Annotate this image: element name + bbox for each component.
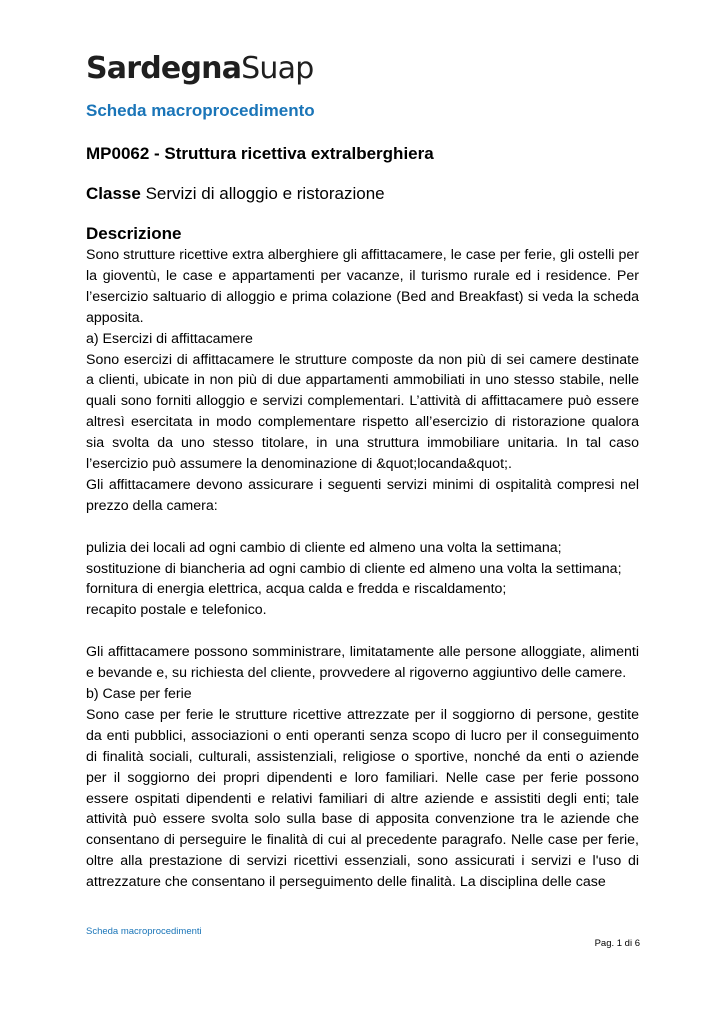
procedure-title: MP0062 - Struttura ricettiva extralberghiera <box>86 144 434 163</box>
descrizione-heading: Descrizione <box>86 224 182 243</box>
spacer <box>86 517 639 538</box>
spacer <box>86 621 639 642</box>
subheading-case-per-ferie: b) Case per ferie <box>86 686 192 702</box>
classe-value: Servizi di alloggio e ristorazione <box>145 184 385 203</box>
classe-line <box>86 184 385 204</box>
page-number: Pag. 1 di 6 <box>594 938 640 949</box>
intro-paragraph: Sono strutture ricettive extra alberghiere gli affittacamere, le case per ferie, gli ostelli per la gioventù, le case e appartamenti per vacanze, il turismo rurale ed i residence. Per l’esercizio saltuario di alloggio e prima colazione (Bed and Breakfast) si veda la scheda apposita. <box>86 247 639 326</box>
logo-bold-text: Sardegna <box>86 51 242 86</box>
footer-label: Scheda macroprocedimenti <box>86 926 202 937</box>
affittacamere-paragraph-2: Gli affittacamere devono assicurare i seguenti servizi minimi di ospitalità compresi nel prezzo della camera: <box>86 476 639 514</box>
list-item: sostituzione di biancheria ad ogni cambio di cliente ed almeno una volta la settimana; <box>86 560 622 577</box>
affittacamere-paragraph-3: Gli affittacamere possono somministrare, limitatamente alle persone alloggiate, alimenti e bevande e, su richiesta del cliente, provvedere al rigoverno aggiuntivo delle camere. <box>86 644 639 682</box>
subheading-affittacamere: a) Esercizi di affittacamere <box>86 330 253 347</box>
list-item: fornitura di energia elettrica, acqua calda e fredda e riscaldamento; <box>86 581 507 598</box>
case-per-ferie-paragraph: Sono case per ferie le strutture ricettive attrezzate per il soggiorno di persone, gestite da enti pubblici, associazioni o enti operanti senza scopo di lucro per il conseguimento di finalità sociali, culturali, assistenziali, religiose o sportive, nonché da enti o aziende per il soggiorno dei propri dipendenti e loro familiari. Nelle case per ferie possono essere ospitati dipendenti e relativi familiari di altre aziende e assistiti degli enti; tale attività può essere svolta solo sulla base di apposita convenzione tra le aziende che consentano di perseguire le finalità di cui al precedente paragrafo. Nelle case per ferie, oltre alla prestazione di servizi ricettivi essenziali, sono assicurati i servizi e l'uso di attrezzature che consentano il perseguimento delle finalità. La disciplina delle case <box>86 706 639 891</box>
logo-light-text: Suap <box>241 51 314 86</box>
affittacamere-paragraph-1: Sono esercizi di affittacamere le strutture composte da non più di sei camere destinate a clienti, ubicate in non più di due appartamenti ammobiliati in uno stesso stabile, nelle quali sono forniti alloggio e servizi complementari. L’attività di affittacamere può essere altresì esercitata in modo complementare rispetto all’esercizio di ristorazione qualora sia svolta da uno stesso titolare, in una struttura immobiliare unitaria. In tal caso l’esercizio può assumere la denominazione di &quot;locanda&quot;. <box>86 351 639 473</box>
scheda-title: Scheda macroprocedimento <box>86 101 315 120</box>
list-item: recapito postale e telefonico. <box>86 602 267 619</box>
descrizione-body <box>86 245 639 893</box>
list-item: pulizia dei locali ad ogni cambio di cliente ed almeno una volta la settimana; <box>86 539 562 556</box>
classe-label: Classe <box>86 184 141 203</box>
sardegnasuap-logo <box>86 48 313 90</box>
